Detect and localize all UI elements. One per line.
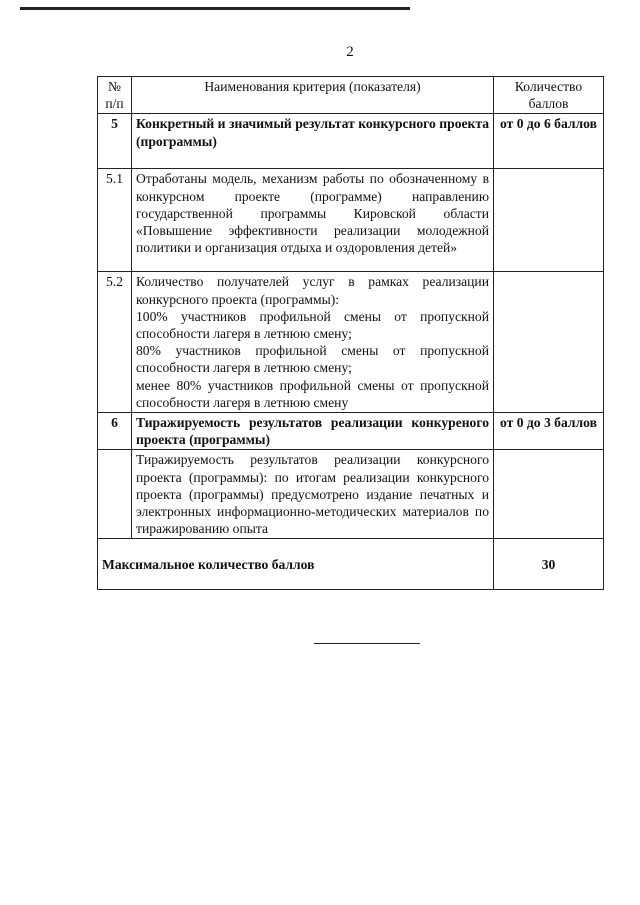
section-5-title: Конкретный и значимый результат конкурсного проекта (программы) [132,114,494,169]
table-row [98,413,604,450]
page-number: 2 [346,44,354,60]
section-6-num: 6 [98,413,132,450]
total-value: 30 [494,539,604,590]
total-label: Максимальное количество баллов [98,539,494,590]
row-5-2-line: Количество получателей услуг в рамках реализации конкурсного проекта (программы): [136,274,489,307]
header-num: № п/п [98,77,132,114]
row-5-2-text [132,272,494,413]
row-5-1-score [494,169,604,272]
row-6-score [494,450,604,539]
section-5-num: 5 [98,114,132,169]
row-5-2-line: 80% участников профильной смены от пропускной способности лагеря в летнюю смену; [136,343,489,376]
top-rule [20,7,410,10]
row-5-1-num: 5.1 [98,169,132,272]
header-score: Количество баллов [494,77,604,114]
table-row [98,169,604,272]
section-6-score: от 0 до 3 баллов [494,413,604,450]
table-row [98,450,604,539]
total-row [98,539,604,590]
row-6-text: Тиражируемость результатов реализации конкурсного проекта (программы): по итогам реализации конкурсного проекта (программы) предусмотрено издание печатных и электронных информационно-методических материалов по тиражированию опыта [132,450,494,539]
row-5-1-text: Отработаны модель, механизм работы по обозначенному в конкурсном проекте (программе) направлению государственной программы Кировской области «Повышение эффективности реализации молодежной политики и организация отдыха и оздоровления детей» [132,169,494,272]
section-6-title: Тиражируемость результатов реализации конкуреного проекта (программы) [132,413,494,450]
row-6-num [98,450,132,539]
footer-rule [314,643,420,644]
row-5-2-line: менее 80% участников профильной смены от пропускной способности лагеря в летнюю смену [136,377,489,410]
criteria-table [97,76,604,590]
header-name: Наименования критерия (показателя) [132,77,494,114]
section-5-score: от 0 до 6 баллов [494,114,604,169]
table-row [98,272,604,413]
row-5-2-line: 100% участников профильной смены от пропускной способности лагеря в летнюю смену; [136,308,489,342]
table-row [98,114,604,169]
table-header-row [98,77,604,114]
row-5-2-num: 5.2 [98,272,132,413]
row-5-2-score [494,272,604,413]
